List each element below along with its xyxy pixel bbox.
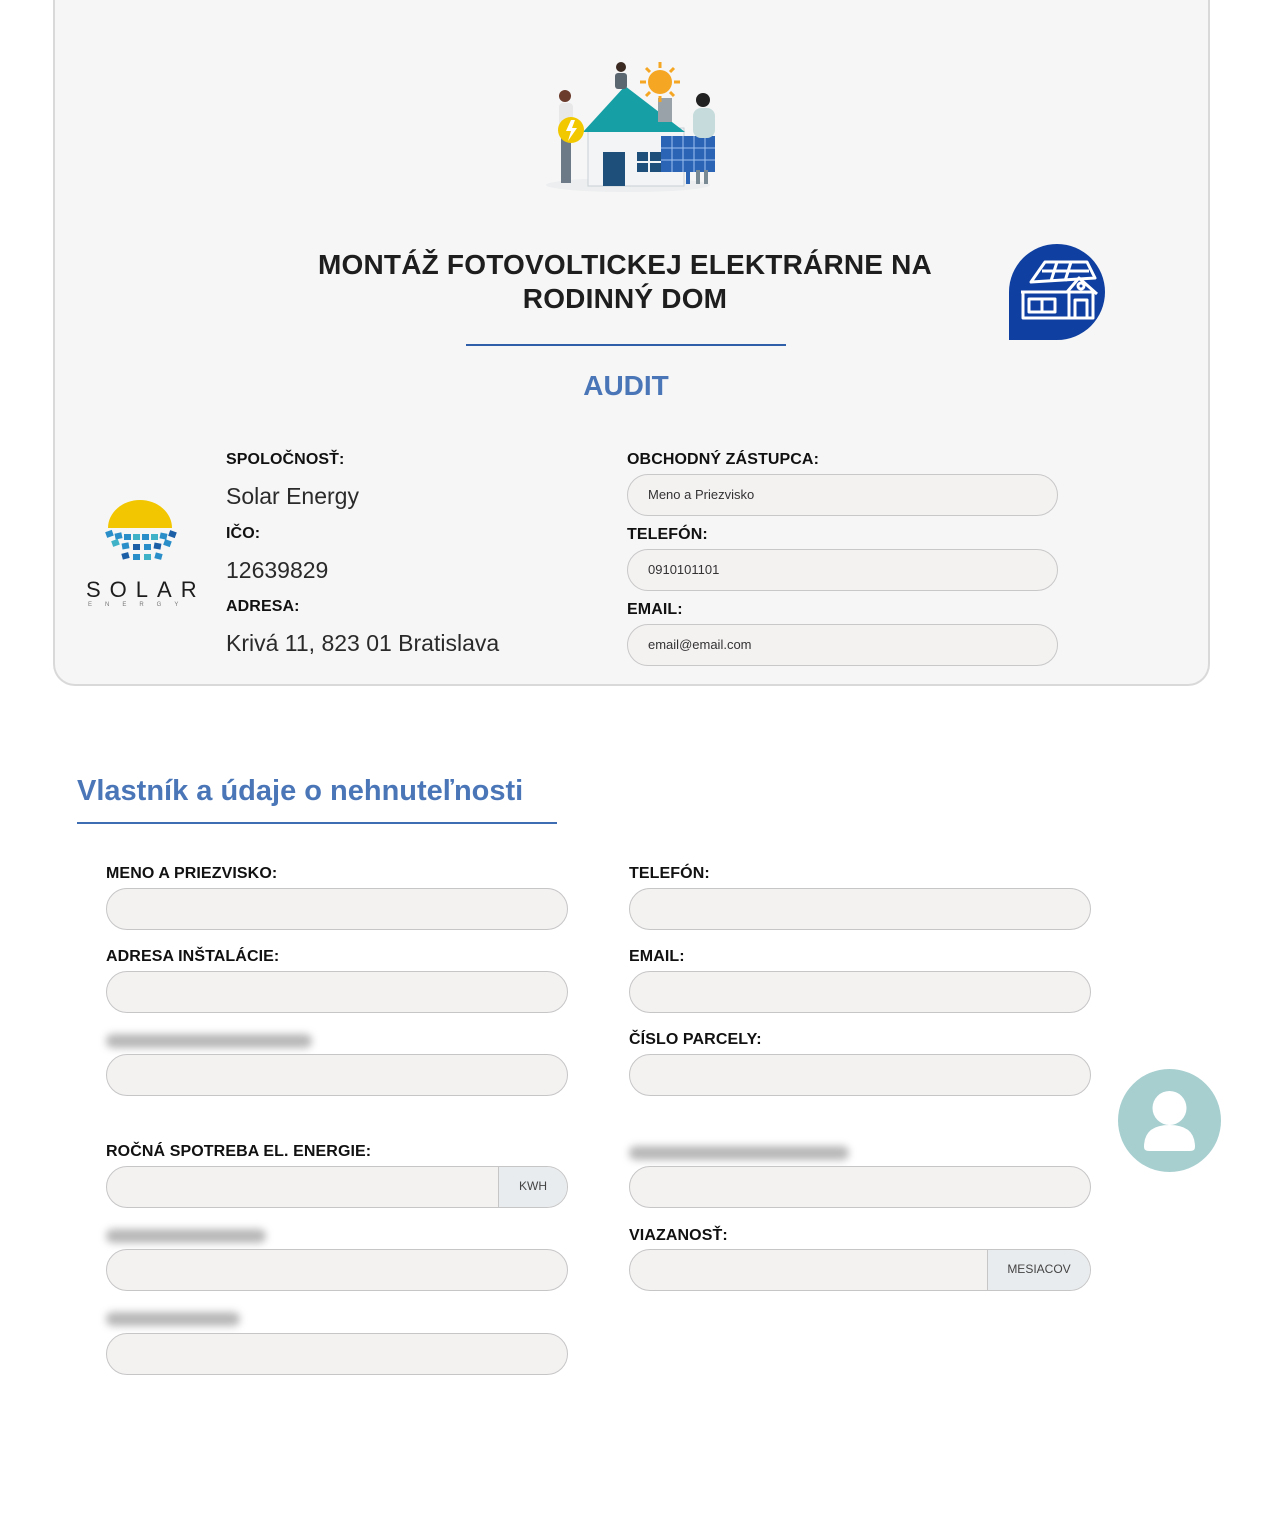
redacted-label <box>629 1146 849 1160</box>
owner-section-divider <box>77 822 557 824</box>
owner-name-input[interactable] <box>106 888 568 930</box>
redacted-label <box>106 1229 266 1243</box>
redacted-field-3[interactable] <box>106 1333 568 1375</box>
hero-illustration <box>533 58 723 193</box>
address-value: Krivá 11, 823 01 Bratislava <box>226 630 500 656</box>
ico-label: IČO: <box>226 525 261 542</box>
representative-label: OBCHODNÝ ZÁSTUPCA: <box>627 451 820 468</box>
redacted-label <box>106 1034 312 1048</box>
address-label: ADRESA: <box>226 598 300 615</box>
owner-name-label: MENO A PRIEZVISKO: <box>106 865 278 882</box>
audit-subtitle: AUDIT <box>583 370 669 401</box>
owner-section-title: Vlastník a údaje o nehnuteľnosti <box>77 775 524 807</box>
install-address-label: ADRESA INŠTALÁCIE: <box>106 948 280 965</box>
page-title-line2: RODINNÝ DOM <box>522 283 728 314</box>
solar-logo-word: SOLAR <box>86 577 206 602</box>
redacted-label <box>106 1312 240 1326</box>
company-value: Solar Energy <box>226 483 359 509</box>
user-avatar-button[interactable] <box>1118 1069 1221 1172</box>
solar-logo-sub: ENERGY <box>88 602 192 608</box>
rep-email-field[interactable]: email@email.com <box>627 624 1058 666</box>
redacted-field-4[interactable] <box>629 1166 1091 1208</box>
kwh-unit-addon: KWH <box>498 1167 567 1207</box>
annual-consumption-label: ROČNÁ SPOTREBA EL. ENERGIE: <box>106 1143 372 1160</box>
rep-email-label: EMAIL: <box>627 601 683 618</box>
title-divider <box>466 344 786 346</box>
house-solar-icon <box>1009 244 1105 340</box>
rep-phone-field[interactable]: 0910101101 <box>627 549 1058 591</box>
redacted-field-2[interactable] <box>106 1249 568 1291</box>
owner-phone-input[interactable] <box>629 888 1091 930</box>
user-avatar-icon <box>1118 1069 1221 1172</box>
parcel-number-label: ČÍSLO PARCELY: <box>629 1031 762 1048</box>
parcel-number-input[interactable] <box>629 1054 1091 1096</box>
owner-email-input[interactable] <box>629 971 1091 1013</box>
rep-phone-label: TELEFÓN: <box>627 526 708 543</box>
ico-value: 12639829 <box>226 557 329 583</box>
page-title <box>300 248 950 316</box>
redacted-field-1[interactable] <box>106 1054 568 1096</box>
page-title-line1: MONTÁŽ FOTOVOLTICKEJ ELEKTRÁRNE NA <box>318 249 932 280</box>
owner-email-label: EMAIL: <box>629 948 685 965</box>
install-address-input[interactable] <box>106 971 568 1013</box>
commitment-input[interactable] <box>629 1249 1091 1291</box>
company-label: SPOLOČNOSŤ: <box>226 451 345 468</box>
months-unit-addon: MESIACOV <box>987 1250 1090 1290</box>
representative-name-field[interactable]: Meno a Priezvisko <box>627 474 1058 516</box>
annual-consumption-input[interactable] <box>106 1166 568 1208</box>
owner-phone-label: TELEFÓN: <box>629 865 710 882</box>
commitment-label: VIAZANOSŤ: <box>629 1227 728 1244</box>
